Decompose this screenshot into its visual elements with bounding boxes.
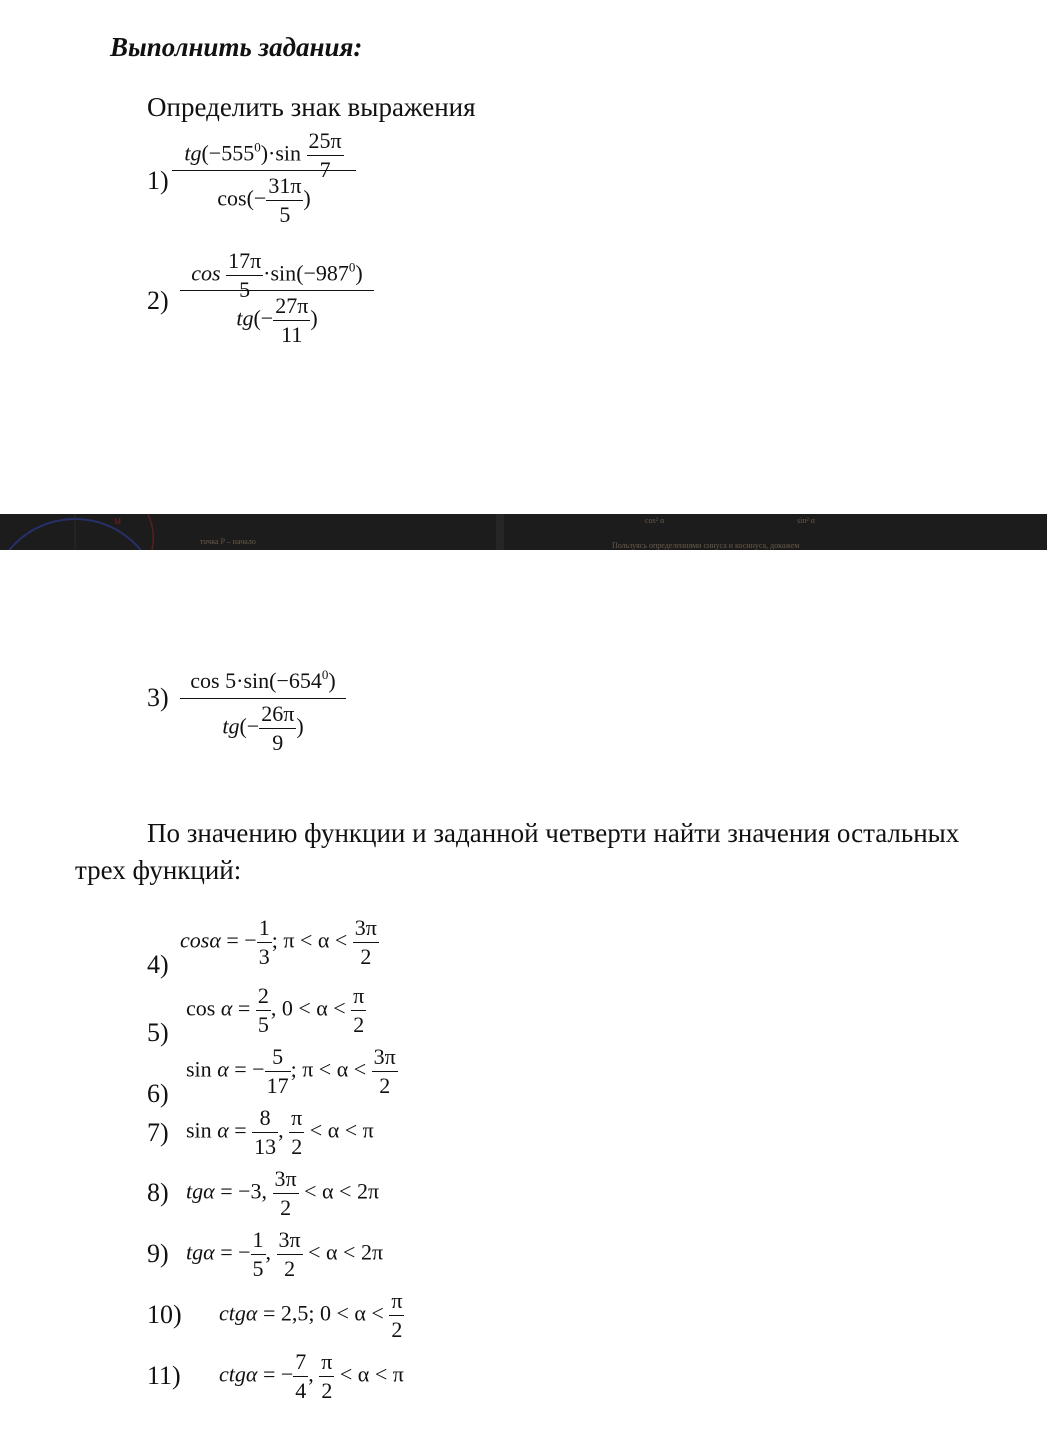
task-2-label: 2) — [147, 286, 169, 315]
dot: · — [263, 260, 271, 286]
frac-num: 25π — [308, 128, 342, 153]
task-4-expression — [180, 917, 379, 968]
degree: 0 — [321, 667, 329, 682]
frac-den: 13 — [254, 1134, 277, 1159]
paren: ) — [296, 713, 304, 739]
task-5-expression — [186, 985, 366, 1036]
frac-num: π — [391, 1288, 403, 1313]
range: < α < 2π — [298, 1178, 380, 1204]
var: α — [211, 1056, 229, 1082]
task-2-numerator — [180, 248, 374, 302]
arg: 5 — [225, 668, 237, 693]
var: α — [203, 1178, 215, 1204]
fn-tg: tg — [184, 140, 202, 166]
paren: (− — [253, 305, 274, 331]
frac-den: 2 — [289, 1132, 304, 1158]
frac-num: 31π — [268, 173, 302, 198]
bound-fraction — [319, 1351, 334, 1402]
dot: · — [268, 140, 276, 166]
frac-num: π — [291, 1105, 303, 1130]
fn: sin — [186, 1056, 212, 1082]
task-1-expression — [172, 130, 356, 226]
fn-tg: tg — [236, 305, 254, 331]
paren: ) — [310, 305, 318, 331]
frac-num: 7 — [295, 1349, 307, 1374]
degree: 0 — [348, 259, 356, 275]
strip-frac-2: sin² α — [797, 516, 815, 525]
var: α — [215, 995, 233, 1021]
value-fraction — [256, 985, 271, 1036]
task-8-label: 8) — [147, 1178, 169, 1207]
value-fraction — [252, 1107, 278, 1158]
degree: 0 — [254, 139, 261, 155]
bound-fraction — [372, 1046, 398, 1097]
task-1-label: 1) — [147, 166, 169, 195]
task-3-denominator — [180, 699, 346, 754]
frac-den: 2 — [319, 1376, 334, 1402]
frac-num: 1 — [258, 915, 270, 940]
arg: (−555 — [201, 140, 255, 166]
task-11-expression — [219, 1351, 404, 1402]
value-fraction — [251, 1229, 266, 1280]
dot: · — [236, 668, 244, 693]
var: α — [245, 1300, 258, 1326]
separator: , — [265, 1239, 277, 1265]
paren: ) — [355, 260, 363, 286]
task-10-expression — [219, 1290, 404, 1341]
fn: tg — [186, 1239, 204, 1265]
strip-frac-1: cos² α — [645, 516, 665, 525]
fn-sin: sin — [270, 260, 297, 286]
task-1-numerator — [172, 128, 356, 182]
value-fraction — [293, 1351, 308, 1402]
frac-num: 27π — [275, 293, 309, 318]
frac-den: 2 — [372, 1071, 398, 1097]
task-3-label: 3) — [147, 683, 169, 712]
unit-circle-arc — [0, 519, 160, 550]
paren: (− — [246, 185, 267, 211]
strip-caption: точка P – начало — [200, 537, 256, 546]
frac-den: 2 — [353, 942, 379, 968]
frac-den: 2 — [351, 1010, 366, 1036]
paren: ) — [328, 668, 336, 693]
frac-num: 3π — [278, 1227, 301, 1252]
frac-num: 3π — [354, 915, 377, 940]
page-heading: Выполнить задания: — [110, 32, 363, 62]
bound-fraction — [277, 1229, 303, 1280]
bound-fraction — [353, 917, 379, 968]
frac-num: 3π — [373, 1044, 396, 1069]
intro-find-line2: трех функций: — [75, 855, 242, 885]
value-fraction — [257, 917, 272, 968]
task-4-label: 4) — [147, 950, 169, 979]
frac-num: 1 — [252, 1227, 264, 1252]
frac-num: 26π — [261, 701, 295, 726]
separator: , — [278, 1117, 290, 1143]
bound-fraction — [351, 985, 366, 1036]
frac-den: 7 — [307, 155, 344, 181]
equals: = — [228, 1117, 253, 1143]
frac-den: 5 — [226, 275, 263, 301]
bound-fraction — [289, 1107, 304, 1158]
range: < α < 2π — [302, 1239, 384, 1265]
fn-cos: cos — [191, 260, 221, 286]
frac-num: π — [321, 1349, 333, 1374]
equals: = — [232, 995, 256, 1021]
strip-line: Пользуясь определениями синуса и косинуса, докажем — [612, 541, 800, 550]
fraction — [226, 250, 263, 301]
frac-num: 8 — [259, 1105, 271, 1130]
paren: (− — [239, 713, 260, 739]
bound-fraction — [389, 1290, 404, 1341]
separator: , — [308, 1361, 320, 1387]
circle-diagram-fragment — [0, 514, 1047, 550]
range: < α < π — [304, 1117, 374, 1143]
fraction — [307, 130, 344, 181]
task-10-label: 10) — [147, 1300, 182, 1329]
frac-den: 5 — [252, 1256, 264, 1281]
strip-m: M — [114, 517, 122, 526]
frac-num: 17π — [228, 248, 262, 273]
var: α — [245, 1361, 258, 1387]
task-8-expression — [186, 1168, 379, 1219]
fraction — [259, 703, 296, 754]
task-9-label: 9) — [147, 1239, 169, 1268]
var: α — [203, 1239, 215, 1265]
task-6-label: 6) — [147, 1079, 169, 1108]
equals: = − — [214, 1239, 251, 1265]
range: ; π < α < — [290, 1056, 372, 1082]
page-break-strip — [0, 514, 1047, 550]
bound-fraction — [273, 1168, 299, 1219]
task-11-label: 11) — [147, 1361, 181, 1390]
var: α — [211, 1117, 229, 1143]
equals: = 2,5; 0 < α < — [257, 1300, 390, 1326]
frac-den: 5 — [266, 200, 303, 226]
paren: ) — [260, 140, 269, 166]
frac-num: π — [353, 983, 365, 1008]
arg: (−987 — [296, 260, 349, 286]
task-6-expression — [186, 1046, 398, 1097]
frac-num: 2 — [257, 983, 269, 1008]
fn-sin: sin — [243, 668, 270, 693]
frac-den: 2 — [273, 1193, 299, 1219]
range: , 0 < α < — [270, 995, 352, 1021]
frac-den: 11 — [273, 320, 310, 346]
var: α — [209, 927, 221, 953]
frac-den: 2 — [277, 1254, 303, 1280]
task-3-expression — [180, 667, 346, 755]
intro-sign-text: Определить знак выражения — [147, 92, 476, 122]
task-7-label: 7) — [147, 1118, 169, 1147]
fn-cos: cos — [190, 668, 220, 693]
paren: ) — [303, 185, 311, 211]
frac-den: 17 — [266, 1073, 289, 1098]
fn: cos — [186, 995, 216, 1021]
task-2-expression — [180, 250, 374, 346]
equals: = −3, — [214, 1178, 273, 1204]
fn: sin — [186, 1117, 212, 1143]
frac-num: 5 — [272, 1044, 284, 1069]
fn: ctg — [219, 1361, 246, 1387]
task-5-label: 5) — [147, 1018, 169, 1047]
equals: = − — [228, 1056, 265, 1082]
fn: tg — [186, 1178, 204, 1204]
range: < α < π — [334, 1361, 404, 1387]
equals: = − — [220, 927, 257, 953]
fn: ctg — [219, 1300, 246, 1326]
frac-num: 3π — [274, 1166, 297, 1191]
frac-den: 2 — [389, 1315, 404, 1341]
frac-den: 3 — [258, 944, 270, 969]
frac-den: 4 — [295, 1378, 307, 1403]
equals: = − — [257, 1361, 294, 1387]
task-2-denominator — [180, 291, 374, 346]
red-arc — [148, 514, 153, 550]
fn: cos — [180, 927, 210, 953]
fn-sin: sin — [275, 140, 302, 166]
fraction — [273, 295, 310, 346]
frac-den: 5 — [257, 1012, 269, 1037]
task-7-expression — [186, 1107, 374, 1158]
intro-find-line1: По значению функции и заданной четверти найти значения остальных — [147, 818, 960, 848]
task-9-expression — [186, 1229, 383, 1280]
frac-den: 9 — [259, 728, 296, 754]
range: ; π < α < — [271, 927, 353, 953]
fn-cos: cos — [217, 185, 247, 211]
fn-tg: tg — [222, 713, 240, 739]
arg: (−654 — [269, 668, 322, 693]
task-3-numerator — [180, 667, 346, 698]
fraction — [266, 175, 303, 226]
value-fraction — [265, 1046, 291, 1097]
